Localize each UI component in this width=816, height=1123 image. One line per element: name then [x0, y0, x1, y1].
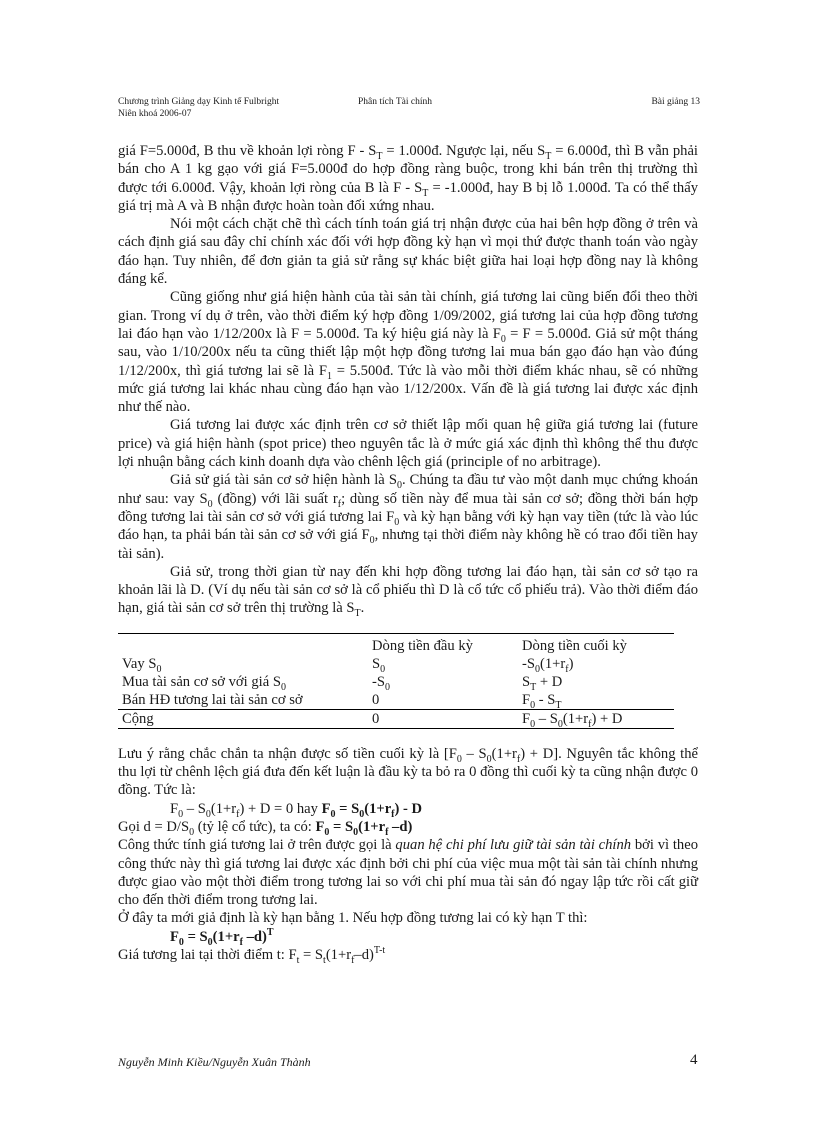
paragraph-8: Công thức tính giá tương lai ở trên được gọi là quan hệ chi phí lưu giữ tài sản tài chính bởi vì theo công thức này thì giá tương lai được xác định bởi chi phí của việc mua một tài sản tài chính nhưng được giao vào một thời điểm trong tương lai so với chi phí mua tài sản đó ngay lập tức rồi cất giữ cho đến thời điểm trong tương lai.: [118, 837, 699, 909]
paragraph-9: Ở đây ta mới giả định là kỳ hạn bằng 1. Nếu hợp đồng tương lai có kỳ hạn T thì:: [118, 910, 588, 927]
equation-term-T: $F_0 = S_0(1+r_f$ –d)$^T$: [170, 926, 274, 948]
header-left: [118, 96, 279, 120]
paragraph-7: Lưu ý rằng chắc chắn ta nhận được số tiền cuối kỳ là $[F_0 - S_0(1+r_f) + D]$. Nguyên tắc không thể thu lợi từ chênh lệch giá đưa đến kết luận là đầu kỳ ta bỏ ra 0 đồng thì cuối kỳ ta cũng nhận được 0 đồng. Tức là:: [118, 745, 698, 799]
footer-authors: Nguyễn Minh Kiều/Nguyễn Xuân Thành: [118, 1055, 311, 1069]
cash-flow-table: [118, 633, 674, 729]
header-year: Niên khoá 2006-07: [118, 109, 192, 119]
header-course: Phân tích Tài chính: [358, 97, 432, 107]
equation-time-t: Giá tương lai tại thời điểm t: $F_t = S_t(1+r_f-d)^{T-t}$: [118, 945, 386, 966]
equation-dividend: Gọi $d = D/S_0$ (tỷ lệ cổ tức), ta có: $F_0 = S_0(1+r_f$ –d): [118, 818, 413, 838]
paragraph-4: Giá tương lai được xác định trên cơ sở thiết lập mối quan hệ giữa giá tương lai (future price) và giá hiện hành (spot price) theo nguyên tắc là ở mức giá xác định thì không thể thu được lợi nhuận bằng cách kinh doanh dựa vào chênh lệch giá (principle of no arbitrage).: [118, 417, 698, 471]
header-lecture: Bài giảng 13: [651, 97, 700, 107]
paragraph-3: Cũng giống như giá hiện hành của tài sản tài chính, giá tương lai cũng biến đổi theo thời gian. Trong ví dụ ở trên, vào thời điểm ký hợp đồng 1/09/2002, giá tương lai của hợp đồng tương lai đáo hạn vào 1/12/200x là F = 5.000đ. Ta ký hiệu giá này là $F_0 = F$ = 5.000đ. Giả sử một tháng sau, vào 1/10/200x nếu ta cũng thiết lập một hợp đồng tương lai mua bán gạo đáo hạn vào đúng 1/12/200x, thì giá tương lai sẽ là $F_1$ = 5.500đ. Tức là vào mỗi thời điểm khác nhau, sẽ có những mức giá tương lai khác nhau cùng đáo hạn vào 1/12/200x. Vấn đề là giá tương lai được xác định như thế nào.: [118, 289, 699, 416]
header-program: Chương trình Giảng dạy Kinh tế Fulbright: [118, 97, 280, 107]
paragraph-6: Giả sử, trong thời gian từ nay đến khi hợp đồng tương lai đáo hạn, tài sản cơ sở tạo ra khoản lãi là D. (Ví dụ nếu tài sản cơ sở là cổ phiếu thì D là cổ tức cổ phiếu trả). Vào thời điểm đáo hạn, giá tài sản cơ sở trên thị trường là $S_T$.: [118, 563, 698, 620]
page-number: 4: [690, 1052, 698, 1068]
paragraph-5: Giả sử giá tài sản cơ sở hiện hành là $S_0$. Chúng ta đầu tư vào một danh mục chứng khoán như sau: vay $S_0$ (đồng) với lãi suất $r_f$; dùng số tiền này để mua tài sản cơ sở; đồng thời bán hợp đồng tương lai tài sản cơ sở với giá tương lai $F_0$ và kỳ hạn bằng với kỳ hạn vay tiền (tức là vào lúc đáo hạn, ta phải bán tài sản cơ sở với giá $F_0$, nhưng tại thời điểm này không hề có trao đổi tiền hay tài sản).: [118, 472, 698, 562]
table-row: Bán HĐ tương lai tài sản cơ sở 0 $F_0 - S_T$: [122, 691, 562, 711]
table-row: Vay $S_0$ $S_0$ $-S_0(1+r_f)$: [122, 655, 574, 675]
table-total-row: Cộng 0 $F_0 - S_0(1+r_f) + D$: [118, 709, 674, 728]
document-body: [118, 142, 698, 964]
equation-arbitrage: $F_0 - S_0(1+r_f) + D = 0$ hay $F_0 = S_0(1+r_f) - D$: [170, 800, 423, 820]
paragraph-2: Nói một cách chặt chẽ thì cách tính toán giá trị nhận được của hai bên hợp đồng ở trên và cách định giá sau đây chỉ chính xác đối với hợp đồng kỳ hạn vì mọi thứ được thanh toán vào ngày đáo hạn. Tuy nhiên, để đơn giản ta giả sử rằng sự khác biệt giữa hai loại hợp đồng nay là không đáng kể.: [118, 216, 698, 288]
table-row: Mua tài sản cơ sở với giá $S_0$ $-S_0$ $S_T + D$: [122, 673, 563, 693]
table-header-row: Dòng tiền đầu kỳ Dòng tiền cuối kỳ: [118, 633, 674, 655]
paragraph-1: giá F=5.000đ, B thu về khoản lợi ròng F - $S_T$ = 1.000đ. Ngược lại, nếu $S_T$ = 6.000đ, thì B vẫn phải bán cho A 1 kg gạo với giá F=5.000đ do hợp đồng ràng buộc, trong khi bán trên thị trường thì được tới 6.000đ. Vậy, khoản lợi ròng của B là F - $S_T$ = -1.000đ, hay B bị lỗ 1.000đ. Ta có thể thấy giá trị mà A và B nhận được hoàn toàn đối xứng nhau.: [118, 143, 698, 214]
